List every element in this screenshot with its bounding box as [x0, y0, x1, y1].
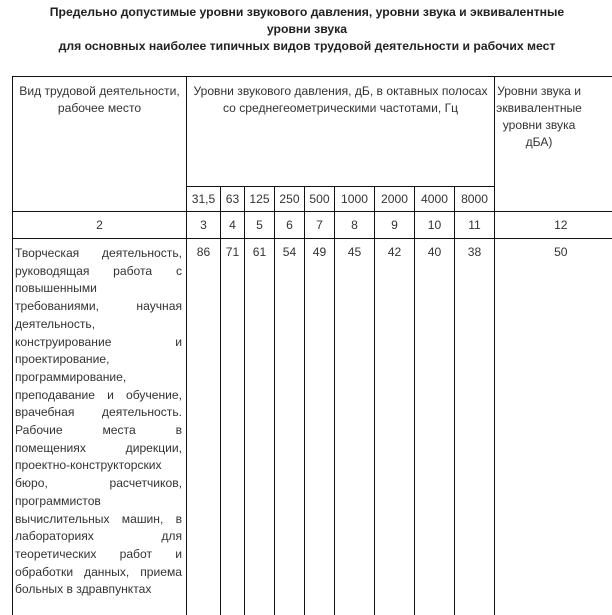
- value-cell: 86: [187, 239, 221, 615]
- column-number-row: [13, 212, 612, 239]
- value-cell: 42: [375, 239, 415, 615]
- sound-level-value: 50: [495, 239, 612, 615]
- value-cell: 45: [335, 239, 375, 615]
- frequency-cell: 1000: [335, 187, 375, 212]
- header-activity: Вид трудовой деятельности, рабочее место: [13, 77, 187, 212]
- column-number: 8: [335, 212, 375, 239]
- column-number: 7: [305, 212, 335, 239]
- frequency-cell: 2000: [375, 187, 415, 212]
- frequency-cell: 8000: [455, 187, 495, 212]
- column-number: 6: [275, 212, 305, 239]
- frequency-cell: 500: [305, 187, 335, 212]
- value-cell: 40: [415, 239, 455, 615]
- column-number: 2: [13, 212, 187, 239]
- title-line-1: Предельно допустимые уровни звукового давления, уровни звука и эквивалентные: [14, 4, 600, 21]
- frequency-cell: 125: [245, 187, 275, 212]
- column-number: 3: [187, 212, 221, 239]
- title-line-3: для основных наиболее типичных видов трудовой деятельности и рабочих мест: [14, 38, 600, 55]
- column-number: 11: [455, 212, 495, 239]
- column-number: 12: [495, 212, 612, 239]
- column-number: 4: [221, 212, 245, 239]
- header-octave-bands: Уровни звукового давления, дБ, в октавных полосах со среднегеометрическими частотами, Гц: [187, 77, 495, 187]
- title-line-2: уровни звука: [14, 21, 600, 38]
- noise-limits-table: [12, 76, 612, 615]
- activity-description: Творческая деятельность, руководящая работа с повышенными требованиями, научная деятельность, конструирование и проектирование, программирование, преподавание и обучение, врачебная деятельность. Рабочие места в помещениях дирекции, проектно-конструкторских бюро, расчетчиков, программистов вычислительных машин, в лабораториях для теоретических работ и обработки данных, приема больных в здравпунктах: [13, 239, 187, 615]
- value-cell: 61: [245, 239, 275, 615]
- frequency-cell: 63: [221, 187, 245, 212]
- column-number: 10: [415, 212, 455, 239]
- value-cell: 49: [305, 239, 335, 615]
- header-sound-levels: Уровни звука и эквивалентные уровни звука дБА): [495, 77, 612, 212]
- table-row: [13, 239, 612, 615]
- value-cell: 71: [221, 239, 245, 615]
- document-title: [14, 4, 600, 55]
- value-cell: 54: [275, 239, 305, 615]
- frequency-cell: 250: [275, 187, 305, 212]
- frequency-cell: 31,5: [187, 187, 221, 212]
- frequency-cell: 4000: [415, 187, 455, 212]
- column-number: 5: [245, 212, 275, 239]
- column-number: 9: [375, 212, 415, 239]
- value-cell: 38: [455, 239, 495, 615]
